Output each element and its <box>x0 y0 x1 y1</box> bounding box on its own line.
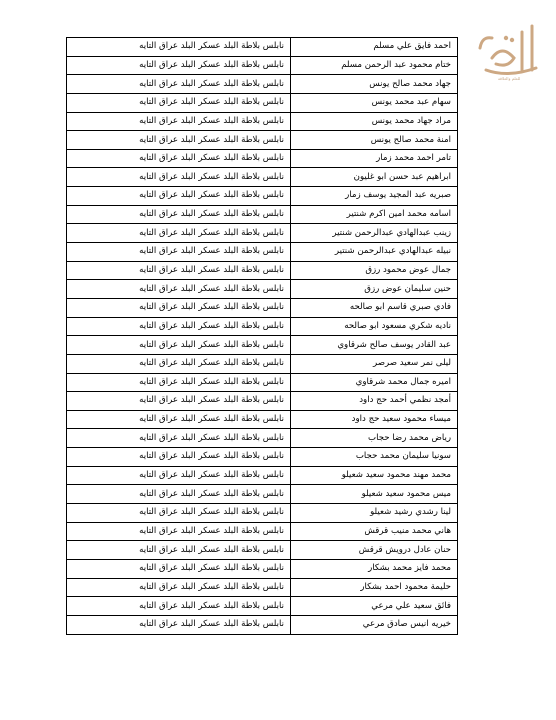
name-cell: تامر احمد محمد زمار <box>291 149 458 168</box>
name-cell: صبريه عبد المجيد يوسف زمار <box>291 187 458 206</box>
table-row <box>67 131 458 150</box>
address-cell: نابلس بلاطة البلد عسكر البلد عراق التايه <box>67 522 291 541</box>
address-cell: نابلس بلاطة البلد عسكر البلد عراق التايه <box>67 541 291 560</box>
table-row <box>67 280 458 299</box>
table-row <box>67 410 458 429</box>
table-row <box>67 541 458 560</box>
name-cell: حنين سليمان عوض رزق <box>291 280 458 299</box>
table-row <box>67 336 458 355</box>
address-cell: نابلس بلاطة البلد عسكر البلد عراق التايه <box>67 280 291 299</box>
table-row <box>67 93 458 112</box>
address-cell: نابلس بلاطة البلد عسكر البلد عراق التايه <box>67 336 291 355</box>
table-row <box>67 224 458 243</box>
table-row <box>67 466 458 485</box>
table-row <box>67 149 458 168</box>
table-row <box>67 615 458 634</box>
table-row <box>67 298 458 317</box>
address-cell: نابلس بلاطة البلد عسكر البلد عراق التايه <box>67 243 291 262</box>
table-row <box>67 354 458 373</box>
name-cell: نبيله عبدالهادي عبدالرحمن شنتير <box>291 243 458 262</box>
address-cell: نابلس بلاطة البلد عسكر البلد عراق التايه <box>67 466 291 485</box>
address-cell: نابلس بلاطة البلد عسكر البلد عراق التايه <box>67 38 291 57</box>
name-cell: مراد جهاد محمد يونس <box>291 112 458 131</box>
name-cell: حنان عادل درويش قرقش <box>291 541 458 560</box>
address-cell: نابلس بلاطة البلد عسكر البلد عراق التايه <box>67 354 291 373</box>
table-row <box>67 38 458 57</box>
table-row <box>67 56 458 75</box>
address-cell: نابلس بلاطة البلد عسكر البلد عراق التايه <box>67 392 291 411</box>
name-cell: اميره جمال محمد شرقاوي <box>291 373 458 392</box>
address-cell: نابلس بلاطة البلد عسكر البلد عراق التايه <box>67 298 291 317</box>
name-cell: ختام محمود عبد الرحمن مسلم <box>291 56 458 75</box>
table-row <box>67 261 458 280</box>
table-row <box>67 504 458 523</box>
name-cell: أمجد نظمي أحمد حج داود <box>291 392 458 411</box>
name-cell: اسامه محمد امين اكرم شنتير <box>291 205 458 224</box>
address-cell: نابلس بلاطة البلد عسكر البلد عراق التايه <box>67 56 291 75</box>
address-cell: نابلس بلاطة البلد عسكر البلد عراق التايه <box>67 205 291 224</box>
table-row <box>67 205 458 224</box>
address-cell: نابلس بلاطة البلد عسكر البلد عراق التايه <box>67 485 291 504</box>
address-cell: نابلس بلاطة البلد عسكر البلد عراق التايه <box>67 578 291 597</box>
name-cell: محمد فايز محمد بشكار <box>291 559 458 578</box>
name-cell: جمال عوض محمود رزق <box>291 261 458 280</box>
name-cell: احمد فايق علي مسلم <box>291 38 458 57</box>
name-cell: فائق سعيد علي مرعي <box>291 597 458 616</box>
address-cell: نابلس بلاطة البلد عسكر البلد عراق التايه <box>67 112 291 131</box>
table-row <box>67 448 458 467</box>
address-cell: نابلس بلاطة البلد عسكر البلد عراق التايه <box>67 75 291 94</box>
address-cell: نابلس بلاطة البلد عسكر البلد عراق التايه <box>67 187 291 206</box>
address-cell: نابلس بلاطة البلد عسكر البلد عراق التايه <box>67 93 291 112</box>
name-cell: ليلى نمر سعيد صرصر <box>291 354 458 373</box>
table-row <box>67 597 458 616</box>
table-row <box>67 112 458 131</box>
address-cell: نابلس بلاطة البلد عسكر البلد عراق التايه <box>67 448 291 467</box>
name-cell: رياض محمد رضا حجاب <box>291 429 458 448</box>
address-cell: نابلس بلاطة البلد عسكر البلد عراق التايه <box>67 224 291 243</box>
table-row <box>67 485 458 504</box>
name-cell: هاني محمد منيب قرقش <box>291 522 458 541</box>
address-cell: نابلس بلاطة البلد عسكر البلد عراق التايه <box>67 261 291 280</box>
name-cell: خيريه انيس صادق مرعي <box>291 615 458 634</box>
address-cell: نابلس بلاطة البلد عسكر البلد عراق التايه <box>67 410 291 429</box>
table-row <box>67 243 458 262</box>
address-cell: نابلس بلاطة البلد عسكر البلد عراق التايه <box>67 615 291 634</box>
table-row <box>67 429 458 448</box>
name-cell: حليمة محمود احمد بشكار <box>291 578 458 597</box>
name-cell: جهاد محمد صالح يونس <box>291 75 458 94</box>
address-cell: نابلس بلاطة البلد عسكر البلد عراق التايه <box>67 168 291 187</box>
address-cell: نابلس بلاطة البلد عسكر البلد عراق التايه <box>67 373 291 392</box>
name-cell: سهام عبد محمد يونس <box>291 93 458 112</box>
table-row <box>67 373 458 392</box>
name-cell: لينا رشدي رشيد شعيلو <box>291 504 458 523</box>
table-row <box>67 317 458 336</box>
table-row <box>67 75 458 94</box>
name-cell: سونيا سليمان محمد حجاب <box>291 448 458 467</box>
address-cell: نابلس بلاطة البلد عسكر البلد عراق التايه <box>67 149 291 168</box>
table-row <box>67 168 458 187</box>
name-cell: محمد مهند محمود سعيد شعيلو <box>291 466 458 485</box>
name-cell: فادي صبري قاسم ابو صالحه <box>291 298 458 317</box>
name-cell: زينب عبدالهادي عبدالرحمن شنتير <box>291 224 458 243</box>
name-cell: ناديه شكري مسعود ابو صالحه <box>291 317 458 336</box>
name-cell: ابراهيم عبد حسن ابو غليون <box>291 168 458 187</box>
address-cell: نابلس بلاطة البلد عسكر البلد عراق التايه <box>67 597 291 616</box>
name-cell: عبد القادر يوسف صالح شرقاوي <box>291 336 458 355</box>
table-row <box>67 187 458 206</box>
logo-caption: للعلم والعلاقة <box>497 76 521 81</box>
address-cell: نابلس بلاطة البلد عسكر البلد عراق التايه <box>67 559 291 578</box>
residents-table <box>66 37 458 635</box>
name-cell: امنة محمد صالح يونس <box>291 131 458 150</box>
table-row <box>67 392 458 411</box>
name-cell: ميس محمود سعيد شعيلو <box>291 485 458 504</box>
name-cell: ميساء محمود سعيد حج داود <box>291 410 458 429</box>
address-cell: نابلس بلاطة البلد عسكر البلد عراق التايه <box>67 131 291 150</box>
address-cell: نابلس بلاطة البلد عسكر البلد عراق التايه <box>67 504 291 523</box>
address-cell: نابلس بلاطة البلد عسكر البلد عراق التايه <box>67 429 291 448</box>
table-row <box>67 522 458 541</box>
table-row <box>67 578 458 597</box>
address-cell: نابلس بلاطة البلد عسكر البلد عراق التايه <box>67 317 291 336</box>
table-row <box>67 559 458 578</box>
